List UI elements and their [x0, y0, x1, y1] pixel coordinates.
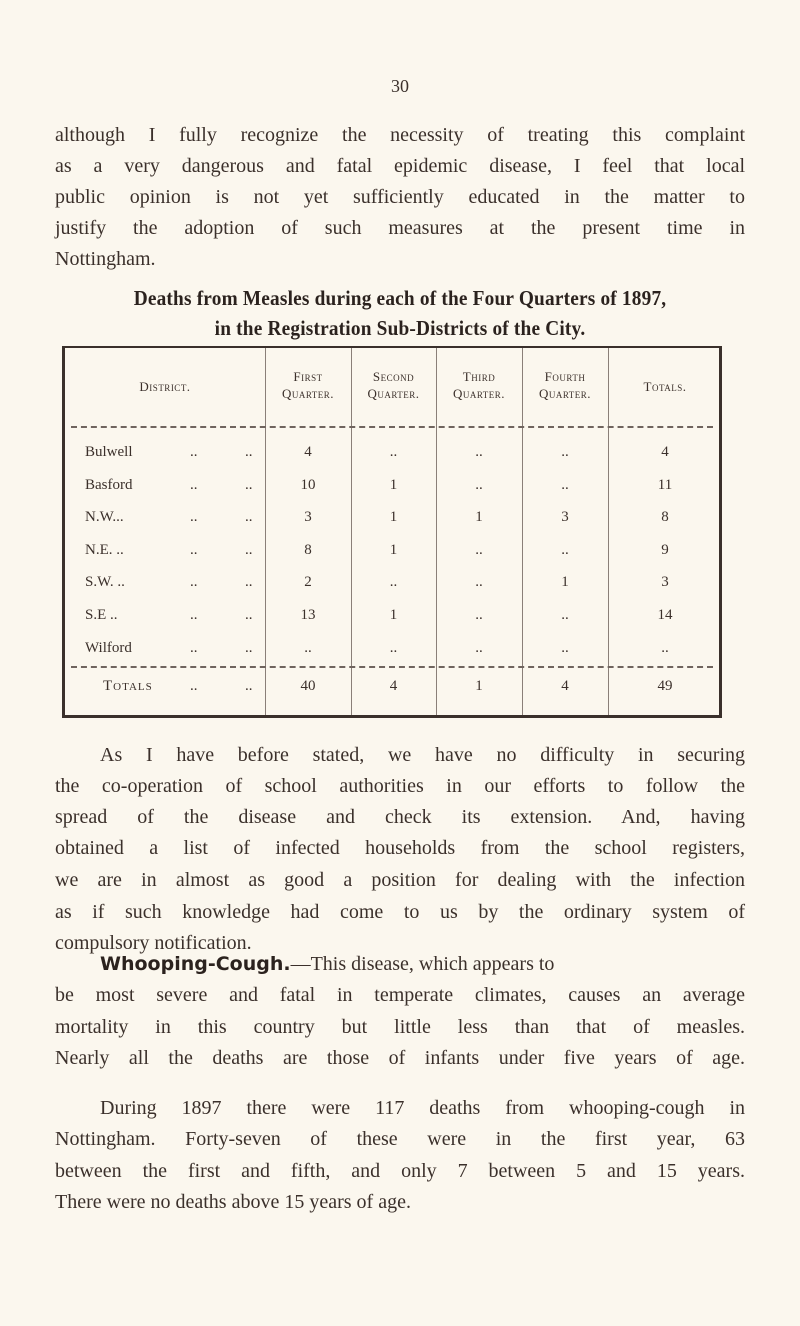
text-line: obtained a list of infected households from the school registers, [55, 837, 745, 859]
table-title: Deaths from Measles during each of the Four Quarters of 1897, [133, 286, 667, 310]
text-line: mortality in this country but little less than that of measles. [55, 1016, 745, 1038]
measles-deaths-table [62, 346, 722, 718]
text-line: as if such knowledge had come to us by the ordinary system of [55, 901, 745, 923]
table-cell: .. [475, 607, 483, 623]
totals-cell: 4 [389, 678, 398, 694]
page-number: 30 [391, 76, 409, 96]
table-cell: 3 [661, 574, 669, 591]
text-line: public opinion is not yet sufficiently educated in the matter to [55, 186, 745, 208]
totals-rule [71, 666, 713, 669]
table-cell: 4 [304, 444, 312, 460]
column-header: Quarter. [452, 386, 506, 401]
text-line: Nottingham. [55, 248, 156, 270]
section-lead: Whooping-Cough. [100, 953, 291, 975]
table-cell: 1 [389, 509, 398, 526]
text-line: be most severe and fatal in temperate climates, causes an average [55, 984, 745, 1006]
leader-dots: .. [190, 509, 198, 526]
text-line: although I fully recognize the necessity of treating this complaint [55, 124, 745, 146]
column-header: Third [462, 369, 496, 384]
text-line: Nearly all the deaths are those of infants under five years of age. [55, 1047, 745, 1069]
table-cell: 3 [304, 509, 312, 526]
text-line: As I have before stated, we have no difficulty in securing [100, 744, 745, 766]
column-header: District. [139, 379, 191, 394]
column-divider [436, 348, 437, 715]
column-header: Quarter. [281, 386, 335, 401]
leader-dots: .. [245, 541, 253, 558]
table-cell: 13 [300, 607, 316, 623]
leader-dots: .. [190, 444, 198, 460]
totals-cell: 40 [300, 678, 316, 694]
leader-dots: .. [190, 607, 198, 623]
table-cell: 1 [389, 476, 398, 493]
leader-dots: .. [245, 574, 253, 591]
leader-dots: .. [190, 639, 198, 656]
table-cell: .. [475, 541, 483, 558]
table-cell: 4 [661, 444, 669, 460]
text-line: justify the adoption of such measures at the present time in [55, 217, 745, 239]
table-cell: .. [561, 607, 569, 623]
table-cell: 2 [304, 574, 312, 591]
column-header: Quarter. [367, 386, 420, 401]
text-line [100, 952, 745, 976]
table-cell: 1 [561, 574, 569, 591]
text-line: between the first and fifth, and only 7 between 5 and 15 years. [55, 1160, 745, 1182]
text-line: compulsory notification. [55, 932, 252, 954]
table-cell: .. [389, 574, 398, 591]
totals-cell: 1 [475, 678, 483, 694]
table-cell: .. [475, 639, 483, 656]
table-cell: 8 [304, 541, 312, 558]
table-cell: 11 [657, 476, 673, 493]
table-cell: .. [475, 476, 483, 493]
table-cell: 14 [657, 607, 673, 623]
district-name: Wilford [85, 639, 132, 656]
district-name: S.W. .. [85, 574, 125, 591]
table-cell: .. [304, 639, 312, 656]
text-line: spread of the disease and check its extension. And, having [55, 806, 745, 828]
leader-dots: .. [245, 607, 253, 623]
table-cell: .. [475, 574, 483, 591]
text-line: Nottingham. Forty-seven of these were in the first year, 63 [55, 1128, 745, 1150]
table-subtitle: in the Registration Sub-Districts of the City. [214, 316, 586, 340]
table-cell: .. [561, 639, 569, 656]
leader-dots: .. [190, 678, 198, 694]
column-header: First [293, 369, 323, 384]
district-name: Bulwell [85, 444, 133, 460]
district-name: N.E. .. [85, 541, 124, 558]
text-line: the co-operation of school authorities in our efforts to follow the [55, 775, 745, 797]
column-header: Totals. [643, 379, 687, 394]
table-cell: .. [661, 639, 669, 656]
leader-dots: .. [245, 476, 253, 493]
leader-dots: .. [190, 476, 198, 493]
column-header: Second [372, 369, 415, 384]
table-cell: .. [389, 444, 398, 460]
table-cell: 10 [300, 476, 316, 493]
text-line: as a very dangerous and fatal epidemic disease, I feel that local [55, 155, 745, 177]
leader-dots: .. [190, 541, 198, 558]
district-name: S.E .. [85, 607, 118, 623]
column-divider [265, 348, 266, 715]
table-cell: 1 [389, 607, 398, 623]
table-cell: .. [561, 541, 569, 558]
table-cell: .. [561, 476, 569, 493]
table-cell: 3 [561, 509, 569, 526]
table-cell: 8 [661, 509, 669, 526]
table-cell: .. [389, 639, 398, 656]
totals-cell: 4 [561, 678, 569, 694]
table-cell: 9 [661, 541, 669, 558]
totals-cell: 49 [657, 678, 673, 694]
leader-dots: .. [245, 509, 253, 526]
column-divider [608, 348, 609, 715]
leader-dots: .. [245, 639, 253, 656]
column-header: Quarter. [538, 386, 592, 401]
leader-dots: .. [190, 574, 198, 591]
table-cell: 1 [389, 541, 398, 558]
leader-dots: .. [245, 444, 253, 460]
totals-label: Totals [103, 678, 153, 694]
column-divider [351, 348, 352, 715]
text-line: There were no deaths above 15 years of age. [55, 1191, 411, 1213]
district-name: N.W... [85, 509, 124, 526]
district-name: Basford [85, 476, 133, 493]
column-header: Fourth [544, 369, 586, 384]
column-divider [522, 348, 523, 715]
text-line: During 1897 there were 117 deaths from whooping-cough in [100, 1097, 745, 1119]
text-segment: —This disease, which appears to [290, 953, 555, 975]
table-cell: 1 [475, 509, 483, 526]
text-line: we are in almost as good a position for dealing with the infection [55, 869, 745, 891]
leader-dots: .. [245, 678, 253, 694]
table-cell: .. [561, 444, 569, 460]
table-cell: .. [475, 444, 483, 460]
header-rule [71, 426, 713, 429]
